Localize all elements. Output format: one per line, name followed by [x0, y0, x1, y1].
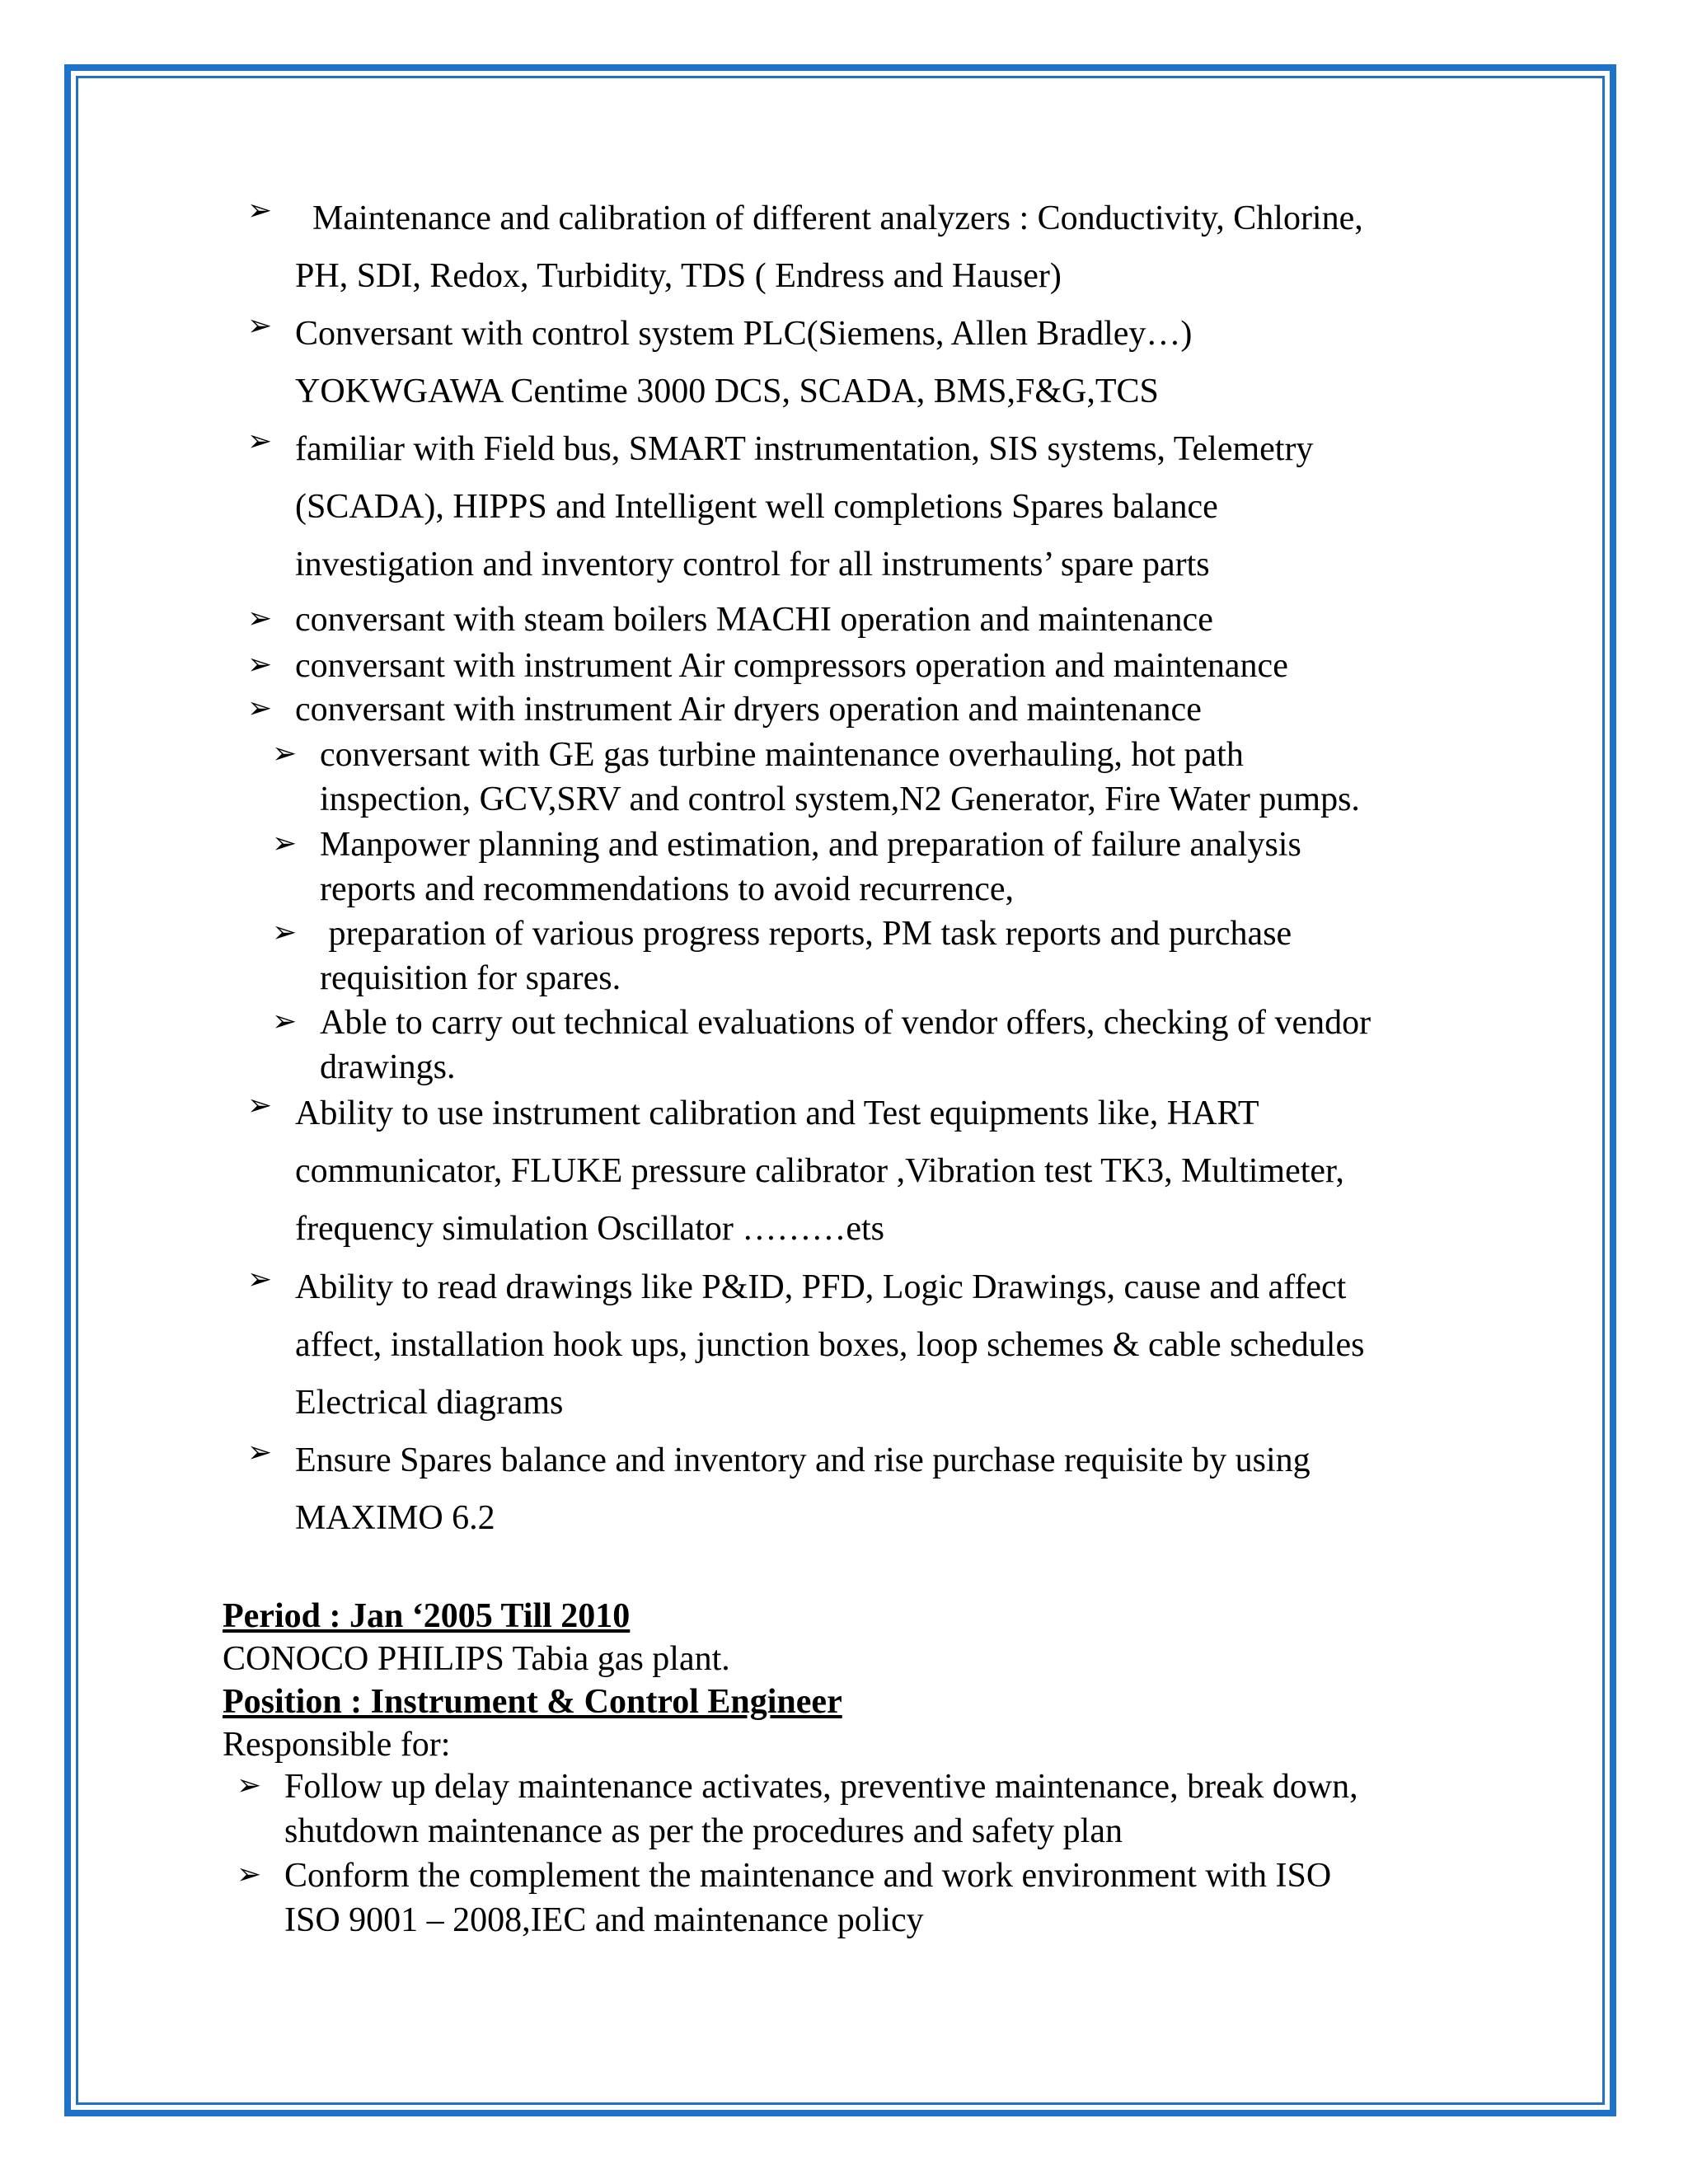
list-item-text: conversant with instrument Air dryers operation and maintenance — [295, 691, 1202, 729]
list-item — [247, 644, 1288, 688]
list-item — [247, 305, 1192, 420]
arrow-bullet-icon: ➢ — [272, 737, 298, 771]
arrow-bullet-icon: ➢ — [247, 691, 273, 725]
list-item-text: Conform the complement the maintenance and work environment with ISO ISO 9001 – 2008,IEC and maintenance policy — [284, 1857, 1332, 1939]
arrow-bullet-icon: ➢ — [247, 1263, 273, 1296]
position-heading: Position : Instrument & Control Engineer — [223, 1683, 842, 1721]
arrow-bullet-icon: ➢ — [247, 602, 273, 635]
list-item-text: Able to carry out technical evaluations of vendor offers, checking of vendor drawings. — [320, 1004, 1372, 1086]
list-item — [272, 912, 1292, 1001]
list-item — [247, 420, 1313, 593]
arrow-bullet-icon: ➢ — [247, 194, 273, 227]
list-item-text: familiar with Field bus, SMART instrumentation, SIS systems, Telemetry (SCADA), HIPPS and Intelligent well completions Spares balance investigation and inventory control for all instruments’ spare parts — [295, 430, 1314, 583]
list-item-text: Ability to read drawings like P&ID, PFD, Logic Drawings, cause and affect affect, installation hook ups, junction boxes, loop schemes & cable schedules Electrical diagrams — [295, 1268, 1365, 1422]
list-item — [237, 1765, 1358, 1854]
list-item-text: conversant with GE gas turbine maintenance overhauling, hot path inspection, GCV,SRV and control system,N2 Generator, Fire Water pumps. — [320, 736, 1360, 818]
list-item — [247, 598, 1213, 642]
list-item-text: Ability to use instrument calibration and Test equipments like, HART communicator, FLUKE pressure calibrator ,Vibration test TK3, Multimeter, frequency simulation Oscillator ………ets — [295, 1094, 1344, 1248]
list-item — [272, 1001, 1371, 1090]
arrow-bullet-icon: ➢ — [237, 1769, 262, 1802]
company-name: CONOCO PHILIPS Tabia gas plant. — [223, 1640, 730, 1678]
list-item-text: Ensure Spares balance and inventory and rise purchase requisite by using MAXIMO 6.2 — [295, 1441, 1311, 1537]
list-item-text: Maintenance and calibration of different analyzers : Conductivity, Chlorine, PH, SDI, Redox, Turbidity, TDS ( Endress and Hauser) — [295, 199, 1363, 295]
list-item-text: conversant with steam boilers MACHI operation and maintenance — [295, 601, 1213, 639]
arrow-bullet-icon: ➢ — [247, 1089, 273, 1122]
arrow-bullet-icon: ➢ — [247, 309, 273, 343]
list-item-text: Conversant with control system PLC(Siemens, Allen Bradley…) YOKWGAWA Centime 3000 DCS, SCADA, BMS,F&G,TCS — [295, 315, 1193, 410]
arrow-bullet-icon: ➢ — [247, 1436, 273, 1469]
period-heading: Period : Jan ‘2005 Till 2010 — [223, 1597, 631, 1635]
list-item — [272, 733, 1360, 822]
list-item-text: Follow up delay maintenance activates, preventive maintenance, break down, shutdown maintenance as per the procedures and safety plan — [284, 1768, 1358, 1850]
arrow-bullet-icon: ➢ — [272, 827, 298, 860]
list-item — [272, 823, 1301, 912]
arrow-bullet-icon: ➢ — [237, 1858, 262, 1891]
list-item — [247, 1258, 1364, 1432]
list-item — [237, 1854, 1331, 1943]
list-item-text: conversant with instrument Air compressors operation and maintenance — [295, 647, 1288, 685]
list-item-text: Manpower planning and estimation, and preparation of failure analysis reports and recommendations to avoid recurrence, — [320, 826, 1301, 908]
list-item — [247, 1432, 1311, 1547]
arrow-bullet-icon: ➢ — [272, 1005, 298, 1038]
responsible-label: Responsible for: — [223, 1726, 451, 1764]
arrow-bullet-icon: ➢ — [247, 648, 273, 682]
list-item — [247, 687, 1202, 732]
list-item — [247, 190, 1363, 305]
list-item-text: preparation of various progress reports, PM task reports and purchase requisition for spares. — [320, 915, 1292, 997]
arrow-bullet-icon: ➢ — [272, 916, 298, 949]
list-item — [247, 1085, 1344, 1258]
arrow-bullet-icon: ➢ — [247, 424, 273, 458]
